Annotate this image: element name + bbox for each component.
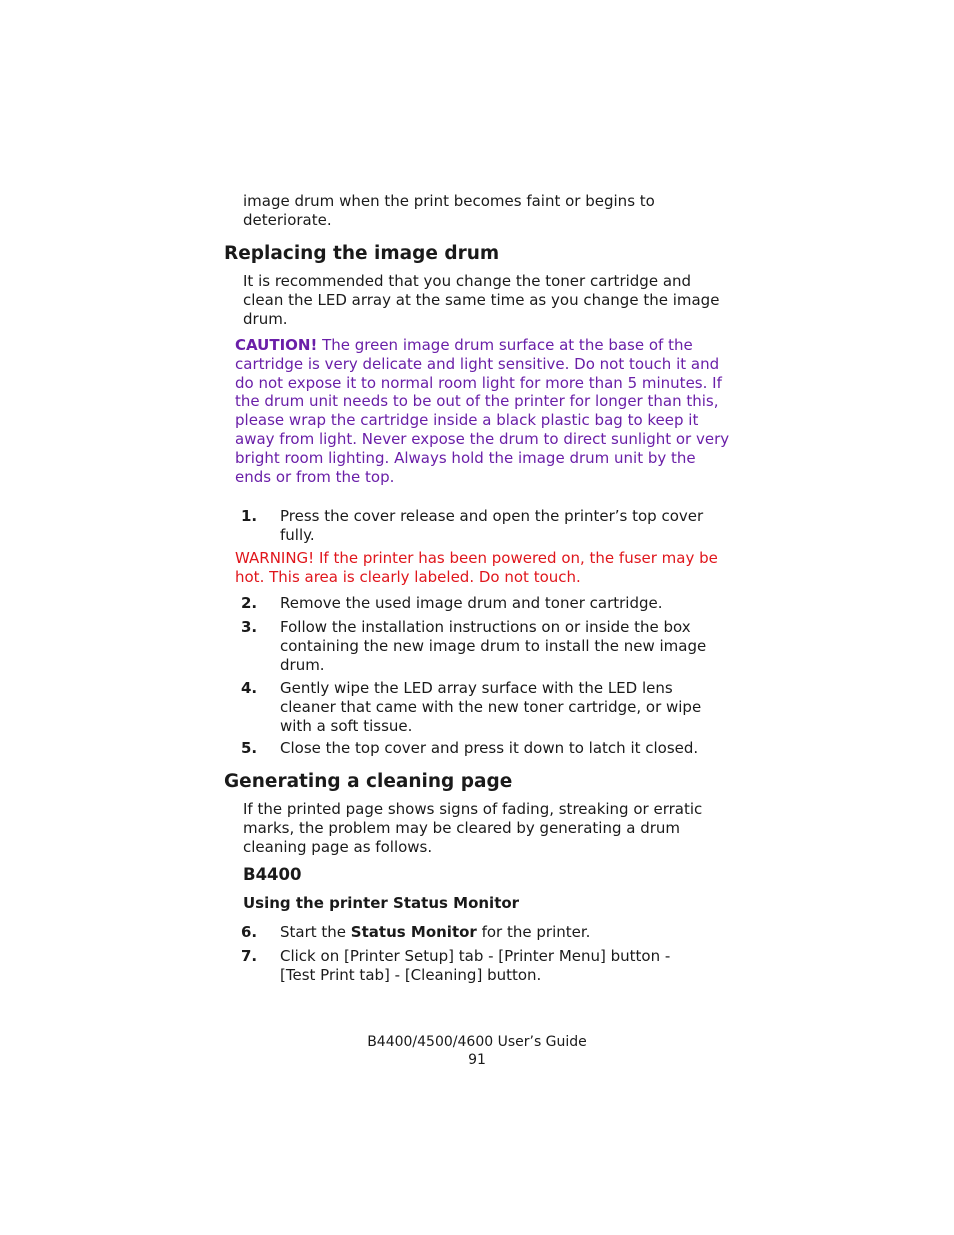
model-subheading: B4400 <box>243 865 302 884</box>
intro-continuation: image drum when the print becomes faint or begins to deteriorate. <box>243 192 655 229</box>
status-monitor-term: Status Monitor <box>350 923 477 941</box>
warning-note: WARNING! If the printer has been powered on, the fuser may be hot. This area is clearly labeled. Do not touch. <box>235 549 718 586</box>
section2-intro: If the printed page shows signs of fading, streaking or erratic marks, the problem may be cleared by generating a drum cleaning page as follows. <box>243 800 703 856</box>
section-heading-replacing-drum: Replacing the image drum <box>224 243 500 264</box>
step-text: Close the top cover and press it down to latch it closed. <box>280 739 699 757</box>
step-text-pre: Start the <box>280 923 351 941</box>
section-heading-cleaning-page: Generating a cleaning page <box>224 771 513 792</box>
step-number: 6. <box>241 923 258 941</box>
step-text: Follow the installation instructions on or inside the box containing the new image drum to install the new image drum. <box>280 618 707 674</box>
step-text: Press the cover release and open the printer’s top cover fully. <box>280 507 704 544</box>
step-text: Remove the used image drum and toner cartridge. <box>280 594 663 612</box>
caution-text: The green image drum surface at the base of the cartridge is very delicate and light sensitive. Do not touch it and do not expose it to normal room light for more than 5 minutes. If the drum unit needs to be out of the printer for longer than this, please wrap the cartridge inside a black plastic bag to keep it away from light. Never expose the drum to direct sunlight or very bright room lighting. Always hold the image drum unit by the ends or from the top. <box>235 336 730 486</box>
step-number: 3. <box>241 618 258 636</box>
page-footer <box>327 1033 627 1069</box>
caution-label: CAUTION! <box>235 336 318 354</box>
caution-note <box>235 336 731 486</box>
step-text-post: for the printer. <box>476 923 591 941</box>
method-subheading: Using the printer Status Monitor <box>243 894 520 912</box>
step-text: Click on [Printer Setup] tab - [Printer Menu] button - [Test Print tab] - [Cleaning] button. <box>280 947 671 984</box>
section1-intro: It is recommended that you change the toner cartridge and clean the LED array at the same time as you change the image drum. <box>243 272 720 328</box>
step-number: 4. <box>241 679 258 697</box>
step-number: 7. <box>241 947 258 965</box>
footer-title: B4400/4500/4600 User’s Guide <box>367 1034 587 1050</box>
step-text <box>280 923 730 942</box>
step-number: 2. <box>241 594 258 612</box>
page-number: 91 <box>468 1052 486 1068</box>
step-number: 1. <box>241 507 258 525</box>
step-number: 5. <box>241 739 258 757</box>
step-text: Gently wipe the LED array surface with the LED lens cleaner that came with the new toner cartridge, or wipe with a soft tissue. <box>280 679 702 735</box>
